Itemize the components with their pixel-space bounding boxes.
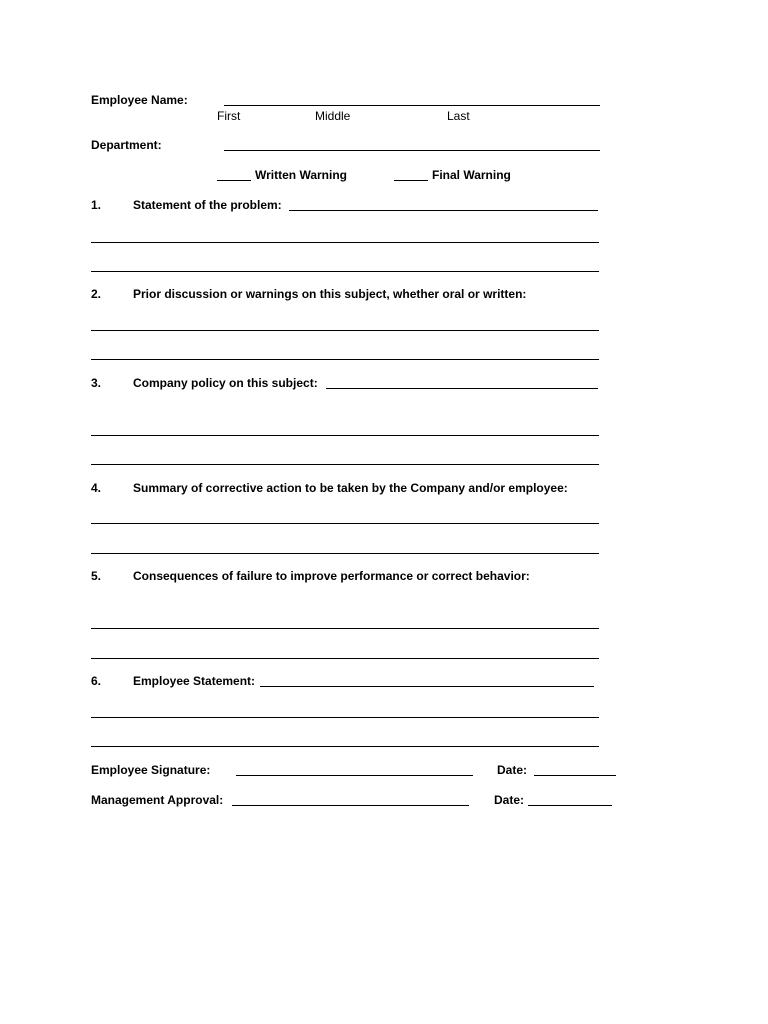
section-3-inline-field[interactable] — [326, 388, 598, 389]
section-5-number: 5. — [91, 569, 102, 583]
written-warning-checkbox[interactable] — [217, 180, 251, 181]
section-6-label: Employee Statement: — [133, 674, 256, 688]
final-warning-label: Final Warning — [432, 168, 511, 182]
section-2-line-1[interactable] — [91, 330, 599, 331]
first-name-sublabel: First — [217, 109, 241, 123]
section-4-line-2[interactable] — [91, 553, 599, 554]
section-1-number: 1. — [91, 198, 102, 212]
section-2-label: Prior discussion or warnings on this subject, whether oral or written: — [133, 287, 527, 301]
employee-date-label: Date: — [497, 763, 528, 777]
section-3-label: Company policy on this subject: — [133, 376, 318, 390]
management-date-field[interactable] — [528, 805, 612, 806]
final-warning-checkbox[interactable] — [394, 180, 428, 181]
section-2-line-2[interactable] — [91, 359, 599, 360]
department-label: Department: — [91, 138, 162, 152]
section-6-number: 6. — [91, 674, 102, 688]
employee-signature-field[interactable] — [236, 775, 473, 776]
section-3-number: 3. — [91, 376, 102, 390]
section-5-line-1[interactable] — [91, 628, 599, 629]
middle-name-sublabel: Middle — [315, 109, 351, 123]
section-6-line-2[interactable] — [91, 746, 599, 747]
employee-signature-label: Employee Signature: — [91, 763, 211, 777]
department-field[interactable] — [224, 150, 600, 151]
section-6-inline-field[interactable] — [260, 686, 594, 687]
section-1-line-1[interactable] — [91, 242, 599, 243]
section-1-line-2[interactable] — [91, 271, 599, 272]
management-approval-field[interactable] — [232, 805, 469, 806]
employee-date-field[interactable] — [534, 775, 616, 776]
section-4-line-1[interactable] — [91, 523, 599, 524]
section-1-label: Statement of the problem: — [133, 198, 282, 212]
section-1-inline-field[interactable] — [289, 210, 598, 211]
section-3-line-2[interactable] — [91, 464, 599, 465]
section-2-number: 2. — [91, 287, 102, 301]
management-approval-label: Management Approval: — [91, 793, 224, 807]
section-3-line-1[interactable] — [91, 435, 599, 436]
employee-name-field[interactable] — [224, 105, 600, 106]
section-5-label: Consequences of failure to improve performance or correct behavior: — [133, 569, 530, 583]
section-6-line-1[interactable] — [91, 717, 599, 718]
section-4-label: Summary of corrective action to be taken by the Company and/or employee: — [133, 481, 568, 495]
written-warning-label: Written Warning — [255, 168, 347, 182]
management-date-label: Date: — [494, 793, 525, 807]
section-4-number: 4. — [91, 481, 102, 495]
employee-name-label: Employee Name: — [91, 93, 188, 107]
last-name-sublabel: Last — [447, 109, 470, 123]
section-5-line-2[interactable] — [91, 658, 599, 659]
